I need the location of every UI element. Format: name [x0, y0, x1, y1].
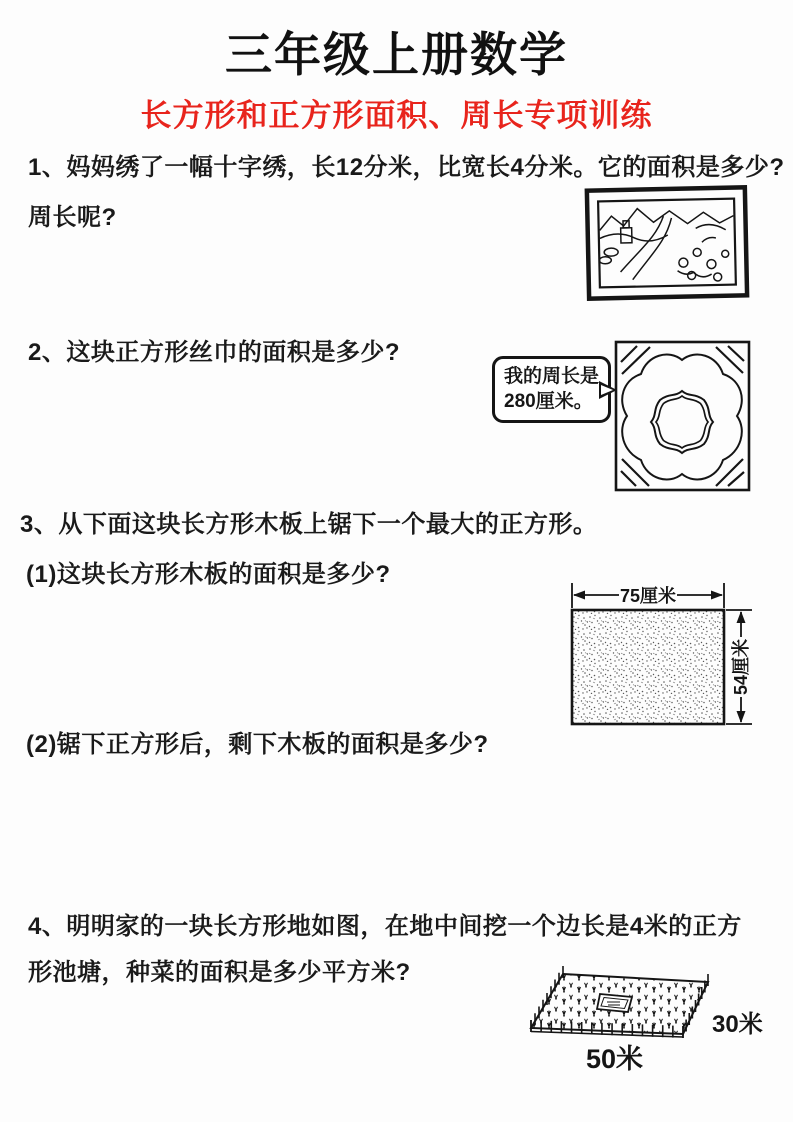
- q1-text-line2: 周长呢?: [28, 204, 117, 231]
- field-bottom-label: 50米: [586, 1044, 644, 1074]
- bubble-line2: 280厘米。: [504, 391, 593, 412]
- wooden-board-diagram: [556, 582, 793, 750]
- q1-text-line1: 1、妈妈绣了一幅十字绣，长12分米，比宽长4分米。它的面积是多少?: [28, 154, 785, 181]
- page-subtitle: 长方形和正方形面积、周长专项训练: [140, 98, 653, 133]
- cross-stitch-frame-illustration: [583, 181, 752, 306]
- pond-illustration: [597, 994, 632, 1012]
- q3-part1-text: (1)这块长方形木板的面积是多少?: [26, 561, 391, 588]
- vegetable-field-diagram: [500, 958, 792, 1082]
- board-height-label: 54厘米: [731, 638, 751, 696]
- scarf-speech-bubble: [492, 356, 611, 423]
- page-title: 三年级上册数学: [225, 28, 568, 81]
- q4-text-line2: 形池塘，种菜的面积是多少平方米?: [28, 959, 411, 986]
- field-side-label: 30米: [712, 1011, 763, 1038]
- board-width-label: 75厘米: [619, 586, 677, 606]
- q3-part2-text: (2)锯下正方形后，剩下木板的面积是多少?: [26, 731, 489, 758]
- q4-text-line1: 4、明明家的一块长方形地如图，在地中间挖一个边长是4米的正方: [28, 913, 742, 940]
- q2-text: 2、这块正方形丝巾的面积是多少?: [28, 339, 401, 366]
- bubble-line1: 我的周长是: [504, 366, 600, 387]
- q3-intro-text: 3、从下面这块长方形木板上锯下一个最大的正方形。: [20, 511, 598, 538]
- silk-scarf-illustration: [612, 338, 754, 495]
